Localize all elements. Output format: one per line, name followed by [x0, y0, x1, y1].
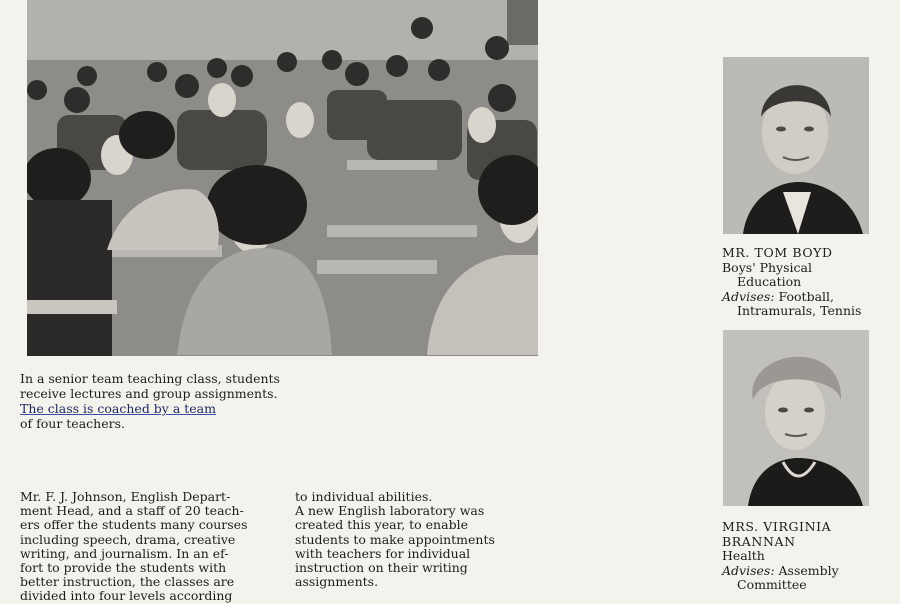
article-line: ers offer the students many courses: [20, 517, 248, 533]
article-line: with teachers for individual: [295, 545, 471, 561]
article-line: fort to provide the students with: [20, 560, 227, 576]
advises-value: Football,: [778, 288, 835, 304]
article-line: including speech, drama, creative: [20, 531, 236, 547]
article-column-1: [20, 490, 246, 604]
advises-value: Assembly: [778, 562, 839, 578]
photo-caption: [20, 371, 290, 431]
article-line: instruction on their writing: [295, 560, 468, 576]
portrait-virginia-brannan: [723, 330, 869, 506]
caption-line: of four teachers.: [20, 416, 125, 431]
article-column-2: [295, 490, 505, 589]
portrait-tom-boyd: [723, 57, 869, 234]
faculty-department: Boys' Physical: [722, 259, 812, 275]
article-line: created this year, to enable: [295, 517, 468, 533]
faculty-department: Health: [722, 548, 765, 563]
advises-label: Advises:: [722, 288, 775, 304]
article-line: students to make appointments: [295, 531, 495, 547]
article-line: ment Head, and a staff of 20 teach-: [20, 503, 244, 519]
faculty-department-cont: Education: [737, 274, 802, 289]
faculty-bio-brannan: [722, 520, 839, 593]
caption-line: receive lectures and group assignments.: [20, 386, 278, 401]
article-line: divided into four levels according: [20, 588, 233, 604]
faculty-advises: [722, 290, 861, 305]
article-line: Mr. F. J. Johnson, English Depart-: [20, 489, 231, 504]
faculty-name-cont: BRANNAN: [722, 533, 796, 549]
advises-label: Advises:: [722, 562, 775, 578]
article-line: better instruction, the classes are: [20, 574, 235, 590]
faculty-advises-cont: Committee: [737, 577, 807, 592]
caption-line-underlined: The class is coached by a team: [20, 401, 216, 416]
article-line: writing, and journalism. In an ef-: [20, 545, 229, 561]
faculty-advises: [722, 564, 839, 579]
faculty-name: MR. TOM BOYD: [722, 245, 833, 260]
article-line: A new English laboratory was: [295, 503, 485, 519]
faculty-advises-cont: Intramurals, Tennis: [737, 303, 862, 318]
article-line: assignments.: [295, 574, 379, 590]
article-line: to individual abilities.: [295, 489, 433, 504]
classroom-photo: [27, 0, 538, 356]
caption-line: In a senior team teaching class, students: [20, 371, 280, 386]
faculty-bio-boyd: [722, 246, 861, 319]
faculty-name: MRS. VIRGINIA: [722, 519, 832, 534]
